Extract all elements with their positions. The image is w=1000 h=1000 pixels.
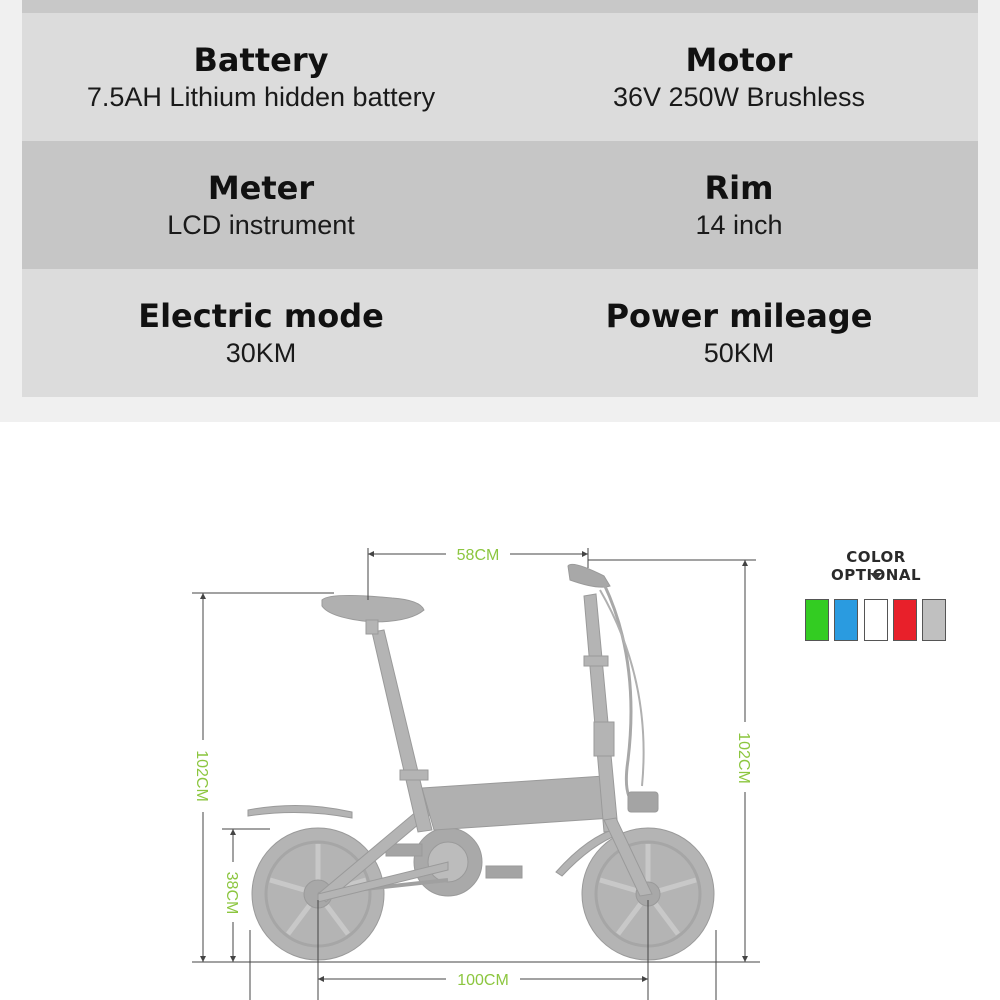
- down-arrow-icon: [870, 573, 882, 580]
- spec-power-mileage: [500, 269, 978, 397]
- swatch-blue[interactable]: [834, 599, 858, 641]
- spec-title: Motor: [685, 41, 793, 79]
- spec-value: 7.5AH Lithium hidden battery: [86, 82, 436, 112]
- swatch-gray[interactable]: [922, 599, 946, 641]
- spec-value: 30KM: [225, 338, 297, 368]
- seat-tube: [372, 630, 432, 832]
- handlebar: [568, 564, 610, 587]
- spec-top-strip: [22, 0, 978, 13]
- spec-motor: [500, 13, 978, 141]
- spec-title: Battery: [193, 41, 329, 79]
- dim-height-left: 102CM: [193, 750, 210, 802]
- spec-battery: [22, 13, 500, 141]
- spec-rim: [500, 141, 978, 269]
- spec-section: [0, 0, 1000, 422]
- dim-wheel-height: 38CM: [223, 871, 240, 915]
- seat: [322, 595, 424, 622]
- spec-table: [22, 0, 978, 397]
- dim-height-right: 102CM: [735, 732, 752, 784]
- bike-dimension-diagram: [0, 422, 1000, 1000]
- swatch-white[interactable]: [864, 599, 888, 641]
- swatch-green[interactable]: [805, 599, 829, 641]
- swatch-red[interactable]: [893, 599, 917, 641]
- main-frame: [422, 776, 612, 830]
- spec-row-3: [22, 269, 978, 397]
- spec-meter: [22, 141, 500, 269]
- spec-row-2: [22, 141, 978, 269]
- dim-wheelbase: 100CM: [457, 972, 509, 989]
- rear-fender: [248, 805, 352, 818]
- spec-title: Power mileage: [605, 297, 873, 335]
- spec-title: Rim: [704, 169, 774, 207]
- spec-value: 14 inch: [695, 210, 783, 240]
- spec-value: 36V 250W Brushless: [612, 82, 866, 112]
- dim-handlebar-width: 58CM: [456, 547, 500, 564]
- spec-title: Meter: [207, 169, 315, 207]
- spec-title: Electric mode: [138, 297, 384, 335]
- color-optional-title: COLOR OPTIONAL: [830, 548, 922, 584]
- spec-electric-mode: [22, 269, 500, 397]
- spec-row-1: [22, 13, 978, 141]
- spec-value: 50KM: [703, 338, 775, 368]
- spec-value: LCD instrument: [167, 210, 355, 240]
